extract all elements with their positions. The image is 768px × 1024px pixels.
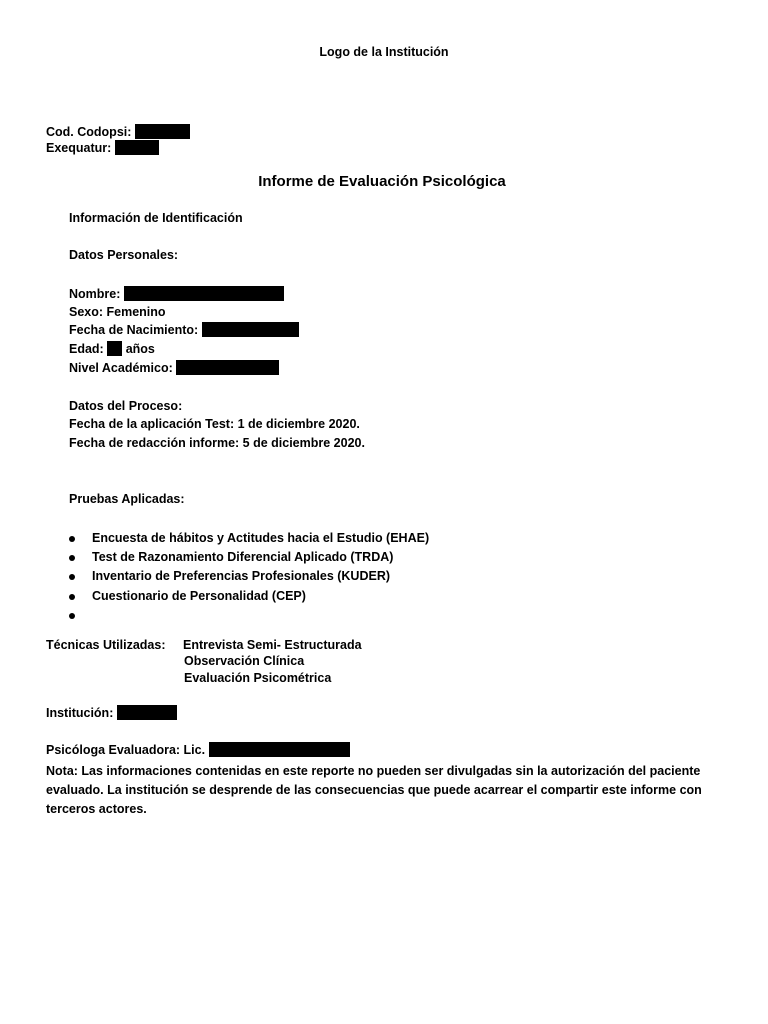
document-title: Informe de Evaluación Psicológica bbox=[258, 173, 506, 190]
list-item: Encuesta de hábitos y Actitudes hacia el Estudio (EHAE) bbox=[92, 531, 430, 545]
technique-item: Observación Clínica bbox=[184, 654, 305, 668]
academic-level-line bbox=[69, 360, 279, 376]
bullet-icon bbox=[69, 536, 75, 542]
evaluator-line bbox=[46, 742, 350, 758]
exequatur-redaction bbox=[115, 140, 159, 155]
techniques-label: Técnicas Utilizadas: bbox=[46, 638, 166, 652]
test-date-line: Fecha de la aplicación Test: 1 de diciembre 2020. bbox=[69, 417, 360, 431]
personal-data-heading: Datos Personales: bbox=[69, 248, 179, 262]
institution-logo-placeholder: Logo de la Institución bbox=[319, 45, 449, 59]
academic-level-label: Nivel Académico: bbox=[69, 361, 173, 375]
age-line bbox=[69, 341, 155, 357]
bullet-icon bbox=[69, 613, 75, 619]
technique-item: Entrevista Semi- Estructurada bbox=[183, 638, 362, 652]
age-redaction bbox=[107, 341, 122, 356]
age-label: Edad: bbox=[69, 342, 104, 356]
name-label: Nombre: bbox=[69, 287, 121, 301]
report-date-line: Fecha de redacción informe: 5 de diciembre 2020. bbox=[69, 436, 365, 450]
age-suffix: años bbox=[125, 342, 155, 356]
evaluator-redaction bbox=[209, 742, 350, 757]
institution-label: Institución: bbox=[46, 706, 114, 720]
academic-level-redaction bbox=[176, 360, 279, 375]
sex-line: Sexo: Femenino bbox=[69, 305, 166, 319]
institution-redaction bbox=[117, 705, 177, 720]
bullet-icon bbox=[69, 555, 75, 561]
name-line bbox=[69, 286, 284, 302]
birth-date-line bbox=[69, 322, 299, 338]
codopsi-line bbox=[46, 124, 190, 140]
bullet-icon bbox=[69, 574, 75, 580]
codopsi-label: Cod. Codopsi: bbox=[46, 125, 132, 139]
process-heading: Datos del Proceso: bbox=[69, 399, 183, 413]
list-item: Test de Razonamiento Diferencial Aplicado (TRDA) bbox=[92, 550, 394, 564]
name-redaction bbox=[124, 286, 284, 301]
confidentiality-note: Nota: Las informaciones contenidas en este reporte no pueden ser divulgadas sin la autorización del paciente evaluado. La institución se desprende de las consecuencias que puede acarrear el compartir este informe con terceros actores. bbox=[46, 764, 702, 816]
tests-heading: Pruebas Aplicadas: bbox=[69, 492, 185, 506]
bullet-icon bbox=[69, 594, 75, 600]
exequatur-label: Exequatur: bbox=[46, 141, 112, 155]
technique-item: Evaluación Psicométrica bbox=[184, 671, 332, 685]
list-item: Inventario de Preferencias Profesionales (KUDER) bbox=[92, 569, 391, 583]
list-item: Cuestionario de Personalidad (CEP) bbox=[92, 589, 306, 603]
birth-date-redaction bbox=[202, 322, 299, 337]
codopsi-redaction bbox=[135, 124, 190, 139]
birth-date-label: Fecha de Nacimiento: bbox=[69, 323, 199, 337]
evaluator-label: Psicóloga Evaluadora: Lic. bbox=[46, 743, 206, 757]
identification-heading: Información de Identificación bbox=[69, 211, 243, 225]
institution-line bbox=[46, 705, 177, 721]
exequatur-line bbox=[46, 140, 159, 156]
